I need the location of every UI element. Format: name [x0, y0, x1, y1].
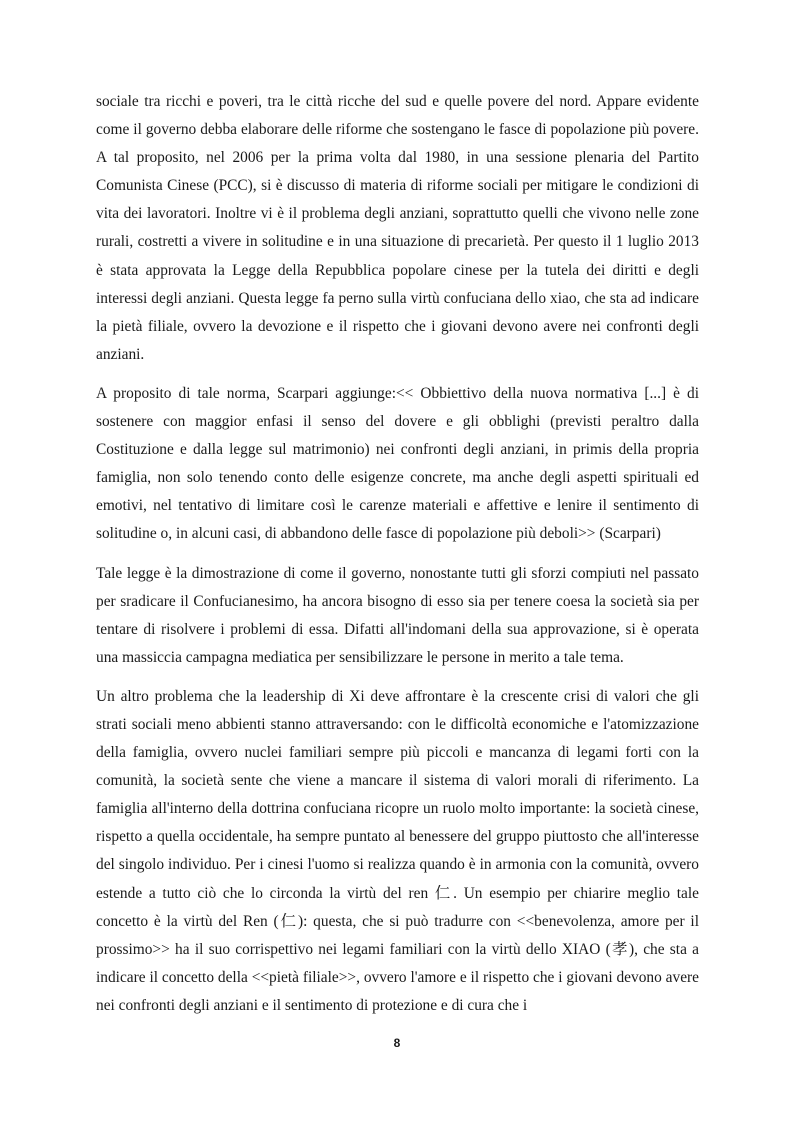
page-number: 8	[393, 1036, 401, 1050]
paragraph-3: Tale legge è la dimostrazione di come il governo, nonostante tutti gli sforzi compiuti nel passato per sradicare il Confucianesimo, ha ancora bisogno di esso sia per tenere coesa la società sia per tentare di risolvere i problemi di essa. Difatti all'indomani della sua approvazione, si è operata una massiccia campagna mediatica per sensibilizzare le persone in merito a tale tema.	[96, 564, 699, 666]
paragraph-2: A proposito di tale norma, Scarpari aggiunge:<< Obbiettivo della nuova normativa [...] è di sostenere con maggior enfasi il senso del dovere e gli obblighi (previsti peraltro dalla Costituzione e dalla legge sul matrimonio) nei confronti degli anziani, in primis della propria famiglia, non solo tenendo conto delle esigenze concrete, ma anche degli aspetti spirituali ed emotivi, nel tentativo di limitare così le carenze materiali e affettive e lenire il sentimento di solitudine o, in alcuni casi, di abbandono delle fasce di popolazione più deboli>> (Scarpari)	[96, 384, 699, 543]
paragraph-1: sociale tra ricchi e poveri, tra le città ricche del sud e quelle povere del nord. Appare evidente come il governo debba elaborare delle riforme che sostengano le fasce di popolazione più povere. A tal proposito, nel 2006 per la prima volta dal 1980, in una sessione plenaria del Partito Comunista Cinese (PCC), si è discusso di materia di riforme sociali per mitigare le condizioni di vita dei lavoratori. Inoltre vi è il problema degli anziani, soprattutto quelli che vivono nelle zone rurali, costretti a vivere in solitudine e in una situazione di precarietà. Per questo il 1 luglio 2013 è stata approvata la Legge della Repubblica popolare cinese per la tutela dei diritti e degli interessi degli anziani. Questa legge fa perno sulla virtù confuciana dello xiao, che sta ad indicare la pietà filiale, ovvero la devozione e il rispetto che i giovani devono avere nei confronti degli anziani.	[96, 93, 699, 363]
paragraph-4: Un altro problema che la leadership di Xi deve affrontare è la crescente crisi di valori che gli strati sociali meno abbienti stanno attraversando: con le difficoltà economiche e l'atomizzazione della famiglia, ovvero nuclei familiari sempre più piccoli e mancanza di legami forti con la comunità, la società sente che viene a mancare il sistema di valori morali di riferimento. La famiglia all'interno della dottrina confuciana ricopre un ruolo molto importante: la società cinese, rispetto a quella occidentale, ha sempre puntato al benessere del gruppo piuttosto che all'interesse del singolo individuo. Per i cinesi l'uomo si realizza quando è in armonia con la comunità, ovvero estende a tutto ciò che lo circonda la virtù del ren 仁. Un esempio per chiarire meglio tale concetto è la virtù del Ren (仁): questa, che si può tradurre con <<benevolenza, amore per il prossimo>> ha il suo corrispettivo nei legami familiari con la virtù dello XIAO (孝), che sta a indicare il concetto della <<pietà filiale>>, ovvero l'amore e il rispetto che i giovani devono avere nei confronti degli anziani e il sentimento di protezione e di cura che i	[96, 687, 699, 1014]
body-text	[96, 88, 699, 1031]
